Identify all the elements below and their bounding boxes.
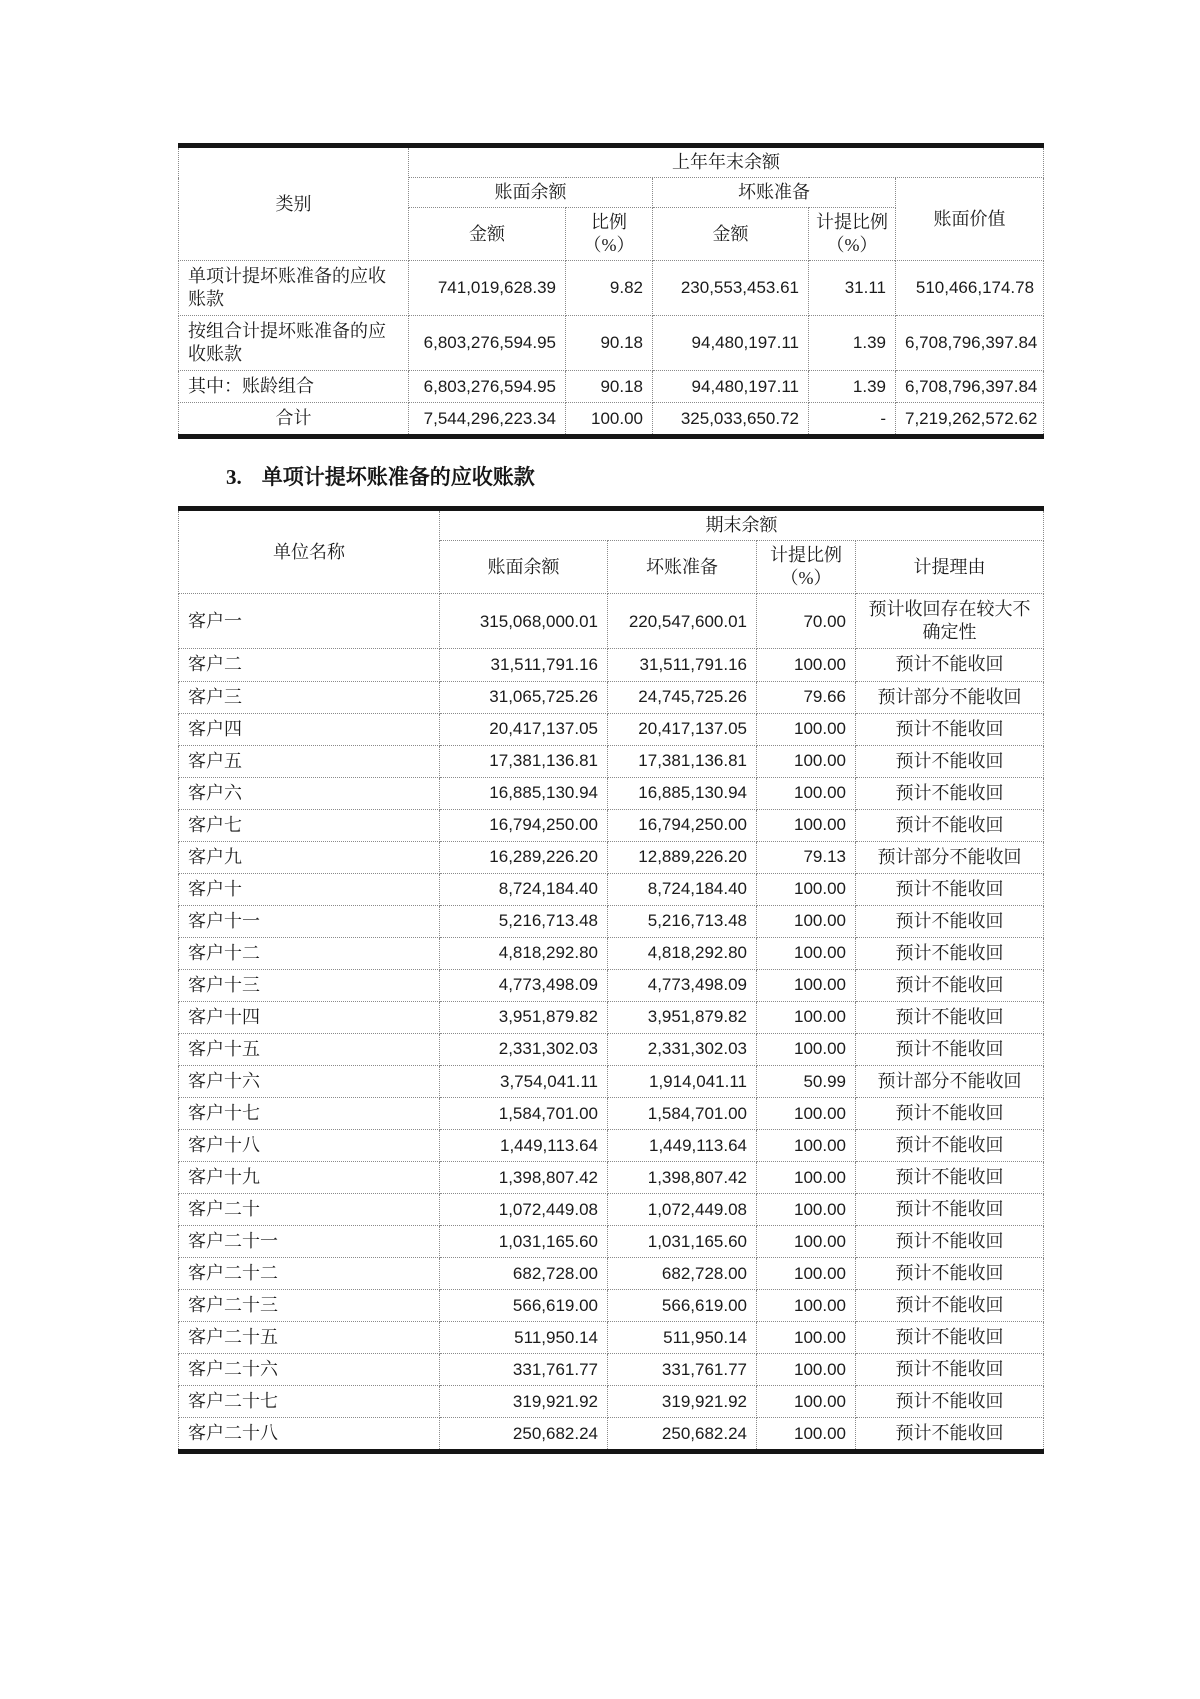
bad-debt-cell: 24,745,725.26 bbox=[608, 681, 757, 713]
unit-name-cell: 客户六 bbox=[179, 777, 440, 809]
book-balance-cell: 4,773,498.09 bbox=[440, 969, 608, 1001]
col-header-book-balance: 账面余额 bbox=[440, 541, 608, 594]
table-row bbox=[179, 809, 1044, 841]
table-row bbox=[179, 969, 1044, 1001]
table-row bbox=[179, 937, 1044, 969]
provision-ratio-cell: 100.00 bbox=[757, 905, 856, 937]
unit-name-cell: 客户二 bbox=[179, 649, 440, 681]
provision-reason-cell: 预计不能收回 bbox=[856, 1129, 1044, 1161]
provision-reason-cell: 预计不能收回 bbox=[856, 1386, 1044, 1418]
provision-ratio-cell: 100.00 bbox=[757, 777, 856, 809]
provision-reason-cell: 预计不能收回 bbox=[856, 1354, 1044, 1386]
provision-reason-cell: 预计不能收回 bbox=[856, 649, 1044, 681]
unit-name-cell: 客户九 bbox=[179, 841, 440, 873]
col-header-provision-ratio-line1: 计提比例 bbox=[770, 545, 842, 566]
bad-debt-cell: 17,381,136.81 bbox=[608, 745, 757, 777]
table-row bbox=[179, 1001, 1044, 1033]
document-content bbox=[178, 143, 1043, 1454]
book-balance-cell: 8,724,184.40 bbox=[440, 873, 608, 905]
table-row bbox=[179, 1065, 1044, 1097]
provision-ratio-cell: 100.00 bbox=[757, 1322, 856, 1354]
prior-year-table-body bbox=[179, 261, 1044, 437]
provision-reason-cell: 预计不能收回 bbox=[856, 1418, 1044, 1452]
table-row bbox=[179, 316, 1044, 371]
unit-name-cell: 客户二十二 bbox=[179, 1258, 440, 1290]
provision-reason-cell: 预计不能收回 bbox=[856, 1290, 1044, 1322]
bad-debt-cell: 1,914,041.11 bbox=[608, 1065, 757, 1097]
unit-name-cell: 客户二十三 bbox=[179, 1290, 440, 1322]
unit-name-cell: 客户三 bbox=[179, 681, 440, 713]
table-row bbox=[179, 1290, 1044, 1322]
provision-reason-cell: 预计不能收回 bbox=[856, 1161, 1044, 1193]
bad-debt-amount-cell: 325,033,650.72 bbox=[653, 403, 809, 437]
provision-ratio-cell: 100.00 bbox=[757, 1097, 856, 1129]
book-balance-cell: 566,619.00 bbox=[440, 1290, 608, 1322]
ratio-cell: 100.00 bbox=[566, 403, 653, 437]
provision-reason-cell: 预计不能收回 bbox=[856, 1322, 1044, 1354]
provision-ratio-cell: 100.00 bbox=[757, 649, 856, 681]
provision-reason-cell: 预计不能收回 bbox=[856, 873, 1044, 905]
unit-name-cell: 客户二十 bbox=[179, 1194, 440, 1226]
provision-reason-cell: 预计不能收回 bbox=[856, 745, 1044, 777]
book-balance-cell: 2,331,302.03 bbox=[440, 1033, 608, 1065]
book-balance-cell: 16,794,250.00 bbox=[440, 809, 608, 841]
table-row bbox=[179, 649, 1044, 681]
table-row bbox=[179, 905, 1044, 937]
provision-ratio-cell: 100.00 bbox=[757, 1001, 856, 1033]
table-row bbox=[179, 1322, 1044, 1354]
ratio-cell: 90.18 bbox=[566, 316, 653, 371]
provision-reason-cell: 预计部分不能收回 bbox=[856, 841, 1044, 873]
bad-debt-amount-cell: 230,553,453.61 bbox=[653, 261, 809, 316]
amount-cell: 741,019,628.39 bbox=[409, 261, 566, 316]
provision-ratio-cell: 100.00 bbox=[757, 809, 856, 841]
bad-debt-cell: 1,398,807.42 bbox=[608, 1161, 757, 1193]
book-balance-cell: 1,031,165.60 bbox=[440, 1226, 608, 1258]
book-balance-cell: 682,728.00 bbox=[440, 1258, 608, 1290]
unit-name-cell: 客户十八 bbox=[179, 1129, 440, 1161]
col-header-provision-reason: 计提理由 bbox=[856, 541, 1044, 594]
bad-debt-cell: 16,794,250.00 bbox=[608, 809, 757, 841]
provision-reason-cell: 预计不能收回 bbox=[856, 809, 1044, 841]
table-row bbox=[179, 1129, 1044, 1161]
table-row bbox=[179, 1033, 1044, 1065]
category-cell: 单项计提坏账准备的应收账款 bbox=[179, 261, 409, 316]
col-header-provision-ratio-line2: （%） bbox=[826, 235, 878, 256]
col-header-bad-debt-group: 坏账准备 bbox=[653, 178, 896, 208]
bad-debt-cell: 12,889,226.20 bbox=[608, 841, 757, 873]
book-value-cell: 510,466,174.78 bbox=[896, 261, 1044, 316]
individual-table-body bbox=[179, 594, 1044, 1452]
col-header-unit-name: 单位名称 bbox=[179, 509, 440, 594]
bad-debt-amount-cell: 94,480,197.11 bbox=[653, 316, 809, 371]
unit-name-cell: 客户十四 bbox=[179, 1001, 440, 1033]
unit-name-cell: 客户十九 bbox=[179, 1161, 440, 1193]
bad-debt-cell: 4,773,498.09 bbox=[608, 969, 757, 1001]
provision-ratio-cell: 100.00 bbox=[757, 1290, 856, 1322]
book-balance-cell: 1,449,113.64 bbox=[440, 1129, 608, 1161]
provision-reason-cell: 预计不能收回 bbox=[856, 1194, 1044, 1226]
table-row bbox=[179, 681, 1044, 713]
book-balance-cell: 16,289,226.20 bbox=[440, 841, 608, 873]
book-balance-cell: 511,950.14 bbox=[440, 1322, 608, 1354]
prior-year-table-header bbox=[179, 146, 1044, 261]
provision-ratio-cell: 100.00 bbox=[757, 713, 856, 745]
provision-ratio-cell: 50.99 bbox=[757, 1065, 856, 1097]
table-row bbox=[179, 1097, 1044, 1129]
book-balance-cell: 1,398,807.42 bbox=[440, 1161, 608, 1193]
book-balance-cell: 331,761.77 bbox=[440, 1354, 608, 1386]
bad-debt-cell: 566,619.00 bbox=[608, 1290, 757, 1322]
book-balance-cell: 4,818,292.80 bbox=[440, 937, 608, 969]
book-value-cell: 6,708,796,397.84 bbox=[896, 371, 1044, 403]
col-header-ratio bbox=[566, 208, 653, 261]
provision-ratio-cell: 100.00 bbox=[757, 1161, 856, 1193]
provision-reason-cell: 预计不能收回 bbox=[856, 713, 1044, 745]
amount-cell: 6,803,276,594.95 bbox=[409, 371, 566, 403]
bad-debt-cell: 1,449,113.64 bbox=[608, 1129, 757, 1161]
unit-name-cell: 客户五 bbox=[179, 745, 440, 777]
provision-ratio-cell: 31.11 bbox=[809, 261, 896, 316]
category-cell: 其中：账龄组合 bbox=[179, 371, 409, 403]
provision-ratio-cell: 79.13 bbox=[757, 841, 856, 873]
provision-reason-cell: 预计不能收回 bbox=[856, 1033, 1044, 1065]
bad-debt-cell: 250,682.24 bbox=[608, 1418, 757, 1452]
table-row bbox=[179, 777, 1044, 809]
bad-debt-cell: 8,724,184.40 bbox=[608, 873, 757, 905]
table-row bbox=[179, 371, 1044, 403]
provision-ratio-cell: 1.39 bbox=[809, 316, 896, 371]
col-header-ratio-line1: 比例 bbox=[591, 212, 627, 233]
bad-debt-cell: 16,885,130.94 bbox=[608, 777, 757, 809]
bad-debt-cell: 5,216,713.48 bbox=[608, 905, 757, 937]
provision-ratio-cell: 100.00 bbox=[757, 745, 856, 777]
section-heading bbox=[226, 461, 1043, 491]
provision-ratio-cell: 100.00 bbox=[757, 1194, 856, 1226]
book-balance-cell: 20,417,137.05 bbox=[440, 713, 608, 745]
table-row bbox=[179, 403, 1044, 437]
table-row bbox=[179, 745, 1044, 777]
col-header-ending-balance-group: 期末余额 bbox=[440, 509, 1044, 541]
book-balance-cell: 17,381,136.81 bbox=[440, 745, 608, 777]
col-header-bad-debt-amount: 金额 bbox=[653, 208, 809, 261]
bad-debt-amount-cell: 94,480,197.11 bbox=[653, 371, 809, 403]
provision-reason-cell: 预计不能收回 bbox=[856, 937, 1044, 969]
provision-reason-cell: 预计不能收回 bbox=[856, 1226, 1044, 1258]
provision-reason-cell: 预计不能收回 bbox=[856, 1258, 1044, 1290]
individual-table-header bbox=[179, 509, 1044, 594]
table-row bbox=[179, 1418, 1044, 1452]
unit-name-cell: 客户十一 bbox=[179, 905, 440, 937]
bad-debt-cell: 1,031,165.60 bbox=[608, 1226, 757, 1258]
individual-provision-table bbox=[178, 506, 1044, 1454]
book-balance-cell: 250,682.24 bbox=[440, 1418, 608, 1452]
provision-reason-cell: 预计收回存在较大不确定性 bbox=[856, 594, 1044, 649]
table-row bbox=[179, 1354, 1044, 1386]
col-header-provision-ratio bbox=[757, 541, 856, 594]
provision-reason-cell: 预计部分不能收回 bbox=[856, 1065, 1044, 1097]
unit-name-cell: 客户十五 bbox=[179, 1033, 440, 1065]
bad-debt-cell: 331,761.77 bbox=[608, 1354, 757, 1386]
section-number: 3. bbox=[226, 465, 242, 490]
table-row bbox=[179, 1258, 1044, 1290]
provision-reason-cell: 预计不能收回 bbox=[856, 969, 1044, 1001]
provision-ratio-cell: 100.00 bbox=[757, 969, 856, 1001]
book-value-cell: 6,708,796,397.84 bbox=[896, 316, 1044, 371]
bad-debt-cell: 2,331,302.03 bbox=[608, 1033, 757, 1065]
provision-ratio-cell: 1.39 bbox=[809, 371, 896, 403]
unit-name-cell: 客户二十一 bbox=[179, 1226, 440, 1258]
section-title: 单项计提坏账准备的应收账款 bbox=[261, 465, 535, 490]
provision-ratio-cell: 100.00 bbox=[757, 1226, 856, 1258]
book-balance-cell: 5,216,713.48 bbox=[440, 905, 608, 937]
book-balance-cell: 319,921.92 bbox=[440, 1386, 608, 1418]
ratio-cell: 90.18 bbox=[566, 371, 653, 403]
table-row bbox=[179, 1226, 1044, 1258]
bad-debt-cell: 20,417,137.05 bbox=[608, 713, 757, 745]
book-value-cell: 7,219,262,572.62 bbox=[896, 403, 1044, 437]
provision-ratio-cell: 100.00 bbox=[757, 1354, 856, 1386]
bad-debt-cell: 1,584,701.00 bbox=[608, 1097, 757, 1129]
bad-debt-cell: 3,951,879.82 bbox=[608, 1001, 757, 1033]
provision-reason-cell: 预计不能收回 bbox=[856, 905, 1044, 937]
unit-name-cell: 客户二十六 bbox=[179, 1354, 440, 1386]
provision-reason-cell: 预计不能收回 bbox=[856, 1001, 1044, 1033]
book-balance-cell: 1,072,449.08 bbox=[440, 1194, 608, 1226]
unit-name-cell: 客户二十五 bbox=[179, 1322, 440, 1354]
bad-debt-cell: 1,072,449.08 bbox=[608, 1194, 757, 1226]
book-balance-cell: 315,068,000.01 bbox=[440, 594, 608, 649]
category-cell: 合计 bbox=[179, 403, 409, 437]
unit-name-cell: 客户七 bbox=[179, 809, 440, 841]
bad-debt-cell: 220,547,600.01 bbox=[608, 594, 757, 649]
prior-year-balance-table bbox=[178, 143, 1044, 439]
provision-ratio-cell: 100.00 bbox=[757, 1418, 856, 1452]
provision-reason-cell: 预计不能收回 bbox=[856, 1097, 1044, 1129]
amount-cell: 6,803,276,594.95 bbox=[409, 316, 566, 371]
provision-ratio-cell: 100.00 bbox=[757, 873, 856, 905]
provision-ratio-cell: 100.00 bbox=[757, 1258, 856, 1290]
unit-name-cell: 客户十三 bbox=[179, 969, 440, 1001]
book-balance-cell: 31,065,725.26 bbox=[440, 681, 608, 713]
provision-ratio-cell: 70.00 bbox=[757, 594, 856, 649]
unit-name-cell: 客户一 bbox=[179, 594, 440, 649]
unit-name-cell: 客户十六 bbox=[179, 1065, 440, 1097]
table-row bbox=[179, 1161, 1044, 1193]
table-row bbox=[179, 713, 1044, 745]
col-header-provision-ratio-line1: 计提比例 bbox=[816, 212, 888, 233]
table-row bbox=[179, 841, 1044, 873]
provision-reason-cell: 预计不能收回 bbox=[856, 777, 1044, 809]
provision-ratio-cell: - bbox=[809, 403, 896, 437]
table-row bbox=[179, 1194, 1044, 1226]
unit-name-cell: 客户十七 bbox=[179, 1097, 440, 1129]
table-row bbox=[179, 594, 1044, 649]
provision-ratio-cell: 100.00 bbox=[757, 1129, 856, 1161]
col-header-book-value: 账面价值 bbox=[896, 178, 1044, 261]
col-header-provision-ratio-line2: （%） bbox=[780, 568, 832, 589]
unit-name-cell: 客户四 bbox=[179, 713, 440, 745]
bad-debt-cell: 319,921.92 bbox=[608, 1386, 757, 1418]
book-balance-cell: 3,754,041.11 bbox=[440, 1065, 608, 1097]
provision-ratio-cell: 79.66 bbox=[757, 681, 856, 713]
provision-ratio-cell: 100.00 bbox=[757, 1386, 856, 1418]
col-header-category: 类别 bbox=[179, 146, 409, 261]
bad-debt-cell: 511,950.14 bbox=[608, 1322, 757, 1354]
amount-cell: 7,544,296,223.34 bbox=[409, 403, 566, 437]
provision-ratio-cell: 100.00 bbox=[757, 1033, 856, 1065]
col-header-provision-ratio bbox=[809, 208, 896, 261]
unit-name-cell: 客户二十七 bbox=[179, 1386, 440, 1418]
book-balance-cell: 31,511,791.16 bbox=[440, 649, 608, 681]
bad-debt-cell: 31,511,791.16 bbox=[608, 649, 757, 681]
provision-ratio-cell: 100.00 bbox=[757, 937, 856, 969]
bad-debt-cell: 4,818,292.80 bbox=[608, 937, 757, 969]
col-header-bad-debt: 坏账准备 bbox=[608, 541, 757, 594]
bad-debt-cell: 682,728.00 bbox=[608, 1258, 757, 1290]
col-header-ratio-line2: （%） bbox=[583, 235, 635, 256]
book-balance-cell: 16,885,130.94 bbox=[440, 777, 608, 809]
book-balance-cell: 1,584,701.00 bbox=[440, 1097, 608, 1129]
table-row bbox=[179, 1386, 1044, 1418]
unit-name-cell: 客户二十八 bbox=[179, 1418, 440, 1452]
provision-reason-cell: 预计部分不能收回 bbox=[856, 681, 1044, 713]
ratio-cell: 9.82 bbox=[566, 261, 653, 316]
unit-name-cell: 客户十 bbox=[179, 873, 440, 905]
table-row bbox=[179, 873, 1044, 905]
col-header-prior-year-group: 上年年末余额 bbox=[409, 146, 1044, 178]
book-balance-cell: 3,951,879.82 bbox=[440, 1001, 608, 1033]
table-row bbox=[179, 261, 1044, 316]
col-header-amount: 金额 bbox=[409, 208, 566, 261]
unit-name-cell: 客户十二 bbox=[179, 937, 440, 969]
category-cell: 按组合计提坏账准备的应收账款 bbox=[179, 316, 409, 371]
col-header-book-balance-group: 账面余额 bbox=[409, 178, 653, 208]
